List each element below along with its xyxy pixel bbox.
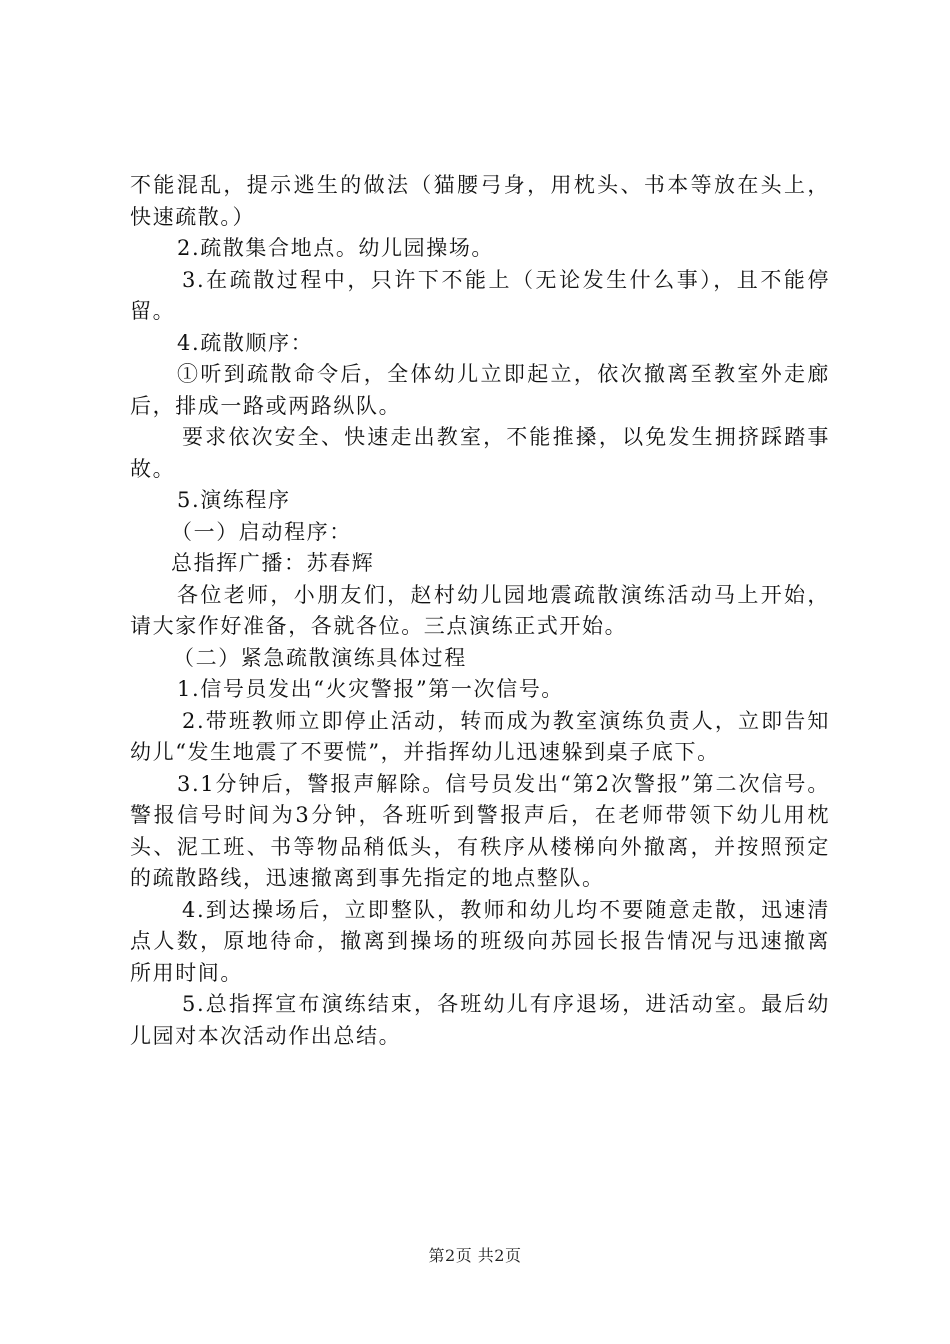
paragraph-start-procedure: （一）启动程序： [171, 519, 352, 544]
paragraph-process-step-3: 3.1分钟后，警报声解除。信号员发出“第2次警报”第二次信号。警报信号时间为3分钟，各班听到警报声后，在老师带领下幼儿用枕头、泥工班、书等物品稍低头，有秩序从楼梯向外撤离，并按照预定的疏散路线，迅速撤离到事先指定的地点整队。 [130, 771, 830, 890]
paragraph-safe-exit: 要求依次安全、快速走出教室，不能推搡，以免发生拥挤踩踏事故。 [130, 425, 830, 481]
paragraph-process-step-1: 1.信号员发出“火灾警报”第一次信号。 [177, 677, 564, 701]
paragraph-assembly-point: 2.疏散集合地点。幼儿园操场。 [177, 236, 495, 260]
paragraph-process-step-2: 2.带班教师立即停止活动，转而成为教室演练负责人，立即告知幼儿“发生地震了不要慌”，并指挥幼儿迅速躲到桌子底下。 [130, 708, 830, 764]
paragraph-commander-broadcast: 总指挥广播：苏春辉 [171, 551, 375, 575]
paragraph-drill-procedure-heading: 5.演练程序 [177, 488, 291, 512]
page-number-footer: 第2页 共2页 [428, 1246, 522, 1265]
paragraph-process-step-5: 5.总指挥宣布演练结束，各班幼儿有序退场，进活动室。最后幼儿园对本次活动作出总结。 [130, 992, 830, 1048]
paragraph-process-step-4: 4.到达操场后，立即整队，教师和幼儿均不要随意走散，迅速清点人数，原地待命，撤离到操场的班级向苏园长报告情况与迅速撤离所用时间。 [130, 897, 830, 985]
paragraph-evacuation-order-heading: 4.疏散顺序： [177, 330, 314, 355]
document-body [130, 170, 830, 1052]
paragraph-announcement: 各位老师，小朋友们，赵村幼儿园地震疏散演练活动马上开始，请大家作好准备，各就各位。三点演练正式开始。 [130, 582, 830, 638]
paragraph-evacuation-tips: 不能混乱，提示逃生的做法（猫腰弓身，用枕头、书本等放在头上，快速疏散。） [130, 173, 830, 229]
paragraph-downward-only: 3.在疏散过程中，只许下不能上（无论发生什么事），且不能停留。 [130, 267, 830, 323]
paragraph-order-step-1: ①听到疏散命令后，全体幼儿立即起立，依次撤离至教室外走廊后，排成一路或两路纵队。 [130, 362, 830, 418]
paragraph-emergency-process-heading: （二）紧急疏散演练具体过程 [173, 645, 467, 670]
